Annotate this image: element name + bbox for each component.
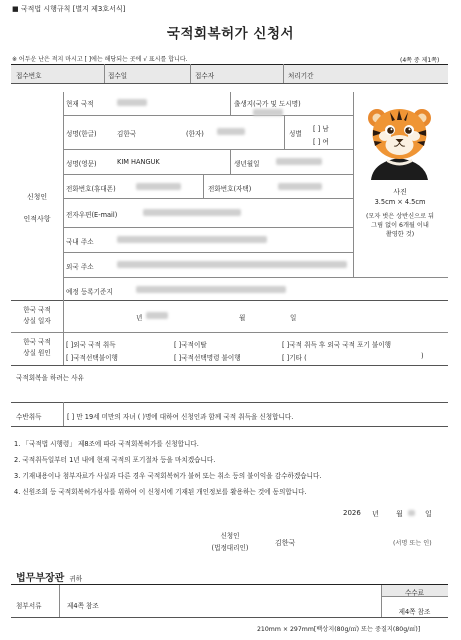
korean-name-label: 성명(한글): [66, 130, 97, 138]
loss-year-redacted[interactable]: [146, 312, 168, 319]
tiger-portrait-icon: [357, 96, 442, 180]
birthdate-label: 생년월일: [234, 160, 260, 168]
receiver-label: 접수자: [195, 72, 215, 80]
paper-spec: 210mm × 297mm[백상지(80g/㎡) 또는 중질지(80g/㎡)]: [257, 626, 421, 633]
page-indicator: (4쪽 중 제1쪽): [400, 57, 440, 64]
birthplace-label: 출생지(국가 및 도시명): [234, 100, 301, 108]
attachments-label: 첨부서류: [16, 602, 42, 610]
photo-caption-line1: (모자 벗은 상반신으로 뒤: [365, 213, 435, 220]
applicant-label-line1: 신청인: [26, 193, 48, 201]
birthdate-redacted[interactable]: [276, 158, 322, 165]
gender-female-checkbox[interactable]: [ ] 여: [313, 138, 329, 146]
loss-reason-label: [11, 337, 63, 359]
nationality-value-redacted[interactable]: [117, 99, 147, 106]
reason-foreign-acquisition-checkbox[interactable]: [ ]외국 국적 취득: [66, 341, 116, 349]
regulation-text: 국적법 시행규칙 [별지 제3호서식]: [20, 5, 126, 13]
statement-4: 4. 신원조회 등 국적회복허가심사를 위하여 이 신청서에 기재된 개인정보를 활용하는 것에 동의합니다.: [14, 488, 307, 496]
photo-size: 3.5cm × 4.5cm: [374, 198, 426, 206]
fee-label: 수수료: [404, 589, 425, 597]
receipt-number-label: 접수번호: [16, 72, 42, 80]
reason-nonselection-checkbox[interactable]: [ ]국적선택불이행: [66, 354, 118, 362]
sign-or-seal-note: (서명 또는 인): [393, 540, 432, 547]
applicant-signature-name[interactable]: 김한국: [275, 539, 296, 547]
receipt-date-label: 접수일: [108, 72, 128, 80]
reason-nonrenunciation-checkbox[interactable]: [ ]국적 취득 후 외국 국적 포기 불이행: [282, 341, 391, 349]
statement-2: 2. 국적취득일부터 1년 내에 현재 국적의 포기절차 등을 마치겠습니다.: [14, 456, 216, 464]
gender-label: 성별: [289, 130, 302, 138]
reason-renunciation-checkbox[interactable]: [ ]국적이탈: [174, 341, 207, 349]
email-label: 전자우편(E-mail): [66, 211, 118, 219]
square-bullet-icon: ■: [12, 5, 19, 13]
domestic-address-label: 국내 주소: [66, 238, 94, 246]
loss-date-label-line2: 상실 일자: [23, 317, 51, 325]
processing-period-label: 처리기간: [288, 72, 314, 80]
reason-selection-order-checkbox[interactable]: [ ]국적선택명령 불이행: [174, 354, 241, 362]
sign-year-value[interactable]: 2026: [343, 509, 361, 517]
domestic-address-redacted[interactable]: [117, 236, 267, 243]
photo-title: 사진: [393, 188, 407, 196]
recipient-name: 법무부장관: [16, 573, 65, 584]
hanja-name-redacted[interactable]: [217, 128, 245, 135]
loss-month-unit: 월: [239, 314, 246, 322]
loss-reason-label-line1: 한국 국적: [23, 338, 51, 346]
recipient: [16, 566, 82, 585]
attachments-value: 제4쪽 참조: [67, 602, 99, 610]
photo-caption-line2: 그림 없이 6개월 이내: [371, 222, 429, 229]
english-name-label: 성명(영문): [66, 160, 97, 168]
loss-date-label: [11, 305, 63, 327]
receipt-bar: [11, 64, 448, 83]
home-phone-redacted[interactable]: [278, 183, 322, 190]
email-redacted[interactable]: [143, 209, 241, 216]
sign-year-unit: 년: [372, 510, 379, 518]
form-regulation-caption: [12, 4, 125, 14]
sign-month-unit: 월: [396, 510, 403, 518]
foreign-address-label: 외국 주소: [66, 263, 94, 271]
reason-other-close: ): [421, 352, 424, 360]
applicant-photo: [357, 96, 442, 180]
legal-representative-label: (법정대리인): [211, 544, 249, 552]
loss-year-unit: 년: [136, 314, 143, 322]
english-name-value[interactable]: KIM HANGUK: [117, 158, 160, 166]
nationality-label: 현재 국적: [66, 100, 94, 108]
accompany-label: 수반취득: [16, 413, 42, 421]
photo-caption-line3: 촬영한 것): [385, 231, 415, 238]
accompany-statement[interactable]: [ ] 만 19세 미만의 자녀 ( )명에 대하여 신청인과 함께 국적 취득을 신청합니다.: [67, 413, 294, 421]
loss-date-label-line1: 한국 국적: [23, 306, 51, 314]
foreign-address-redacted[interactable]: [117, 261, 347, 268]
applicant-section-label: [11, 186, 63, 230]
statement-3: 3. 기재내용이나 첨부자료가 사실과 다른 경우 국적회복허가 불허 또는 취소 등의 불이익을 감수하겠습니다.: [14, 472, 322, 480]
planned-registry-redacted[interactable]: [136, 286, 286, 293]
mobile-phone-redacted[interactable]: [136, 183, 181, 190]
fee-value: 제4쪽 참조: [398, 608, 431, 616]
applicant-sign-label: 신청인: [220, 532, 240, 540]
birthplace-value-redacted[interactable]: [253, 109, 283, 116]
sign-day-redacted[interactable]: [408, 510, 415, 516]
recipient-suffix: 귀하: [69, 575, 83, 583]
hanja-name-label: (한자): [186, 130, 204, 138]
gender-male-checkbox[interactable]: [ ] 남: [313, 125, 329, 133]
form-title: 국적회복허가 신청서: [166, 26, 295, 42]
loss-reason-label-line2: 상실 원인: [23, 349, 51, 357]
applicant-label-line2: 인적사항: [23, 215, 51, 223]
form-instruction-note: ※ 어두운 난은 적지 마시고 [ ]에는 해당되는 곳에 √ 표시를 합니다.: [12, 56, 188, 63]
restoration-reason-label: 국적회복을 하려는 사유: [16, 374, 84, 382]
home-phone-label: 전화번호(자택): [208, 185, 252, 193]
sign-day-unit: 일: [425, 510, 432, 518]
korean-name-value[interactable]: 김한국: [117, 130, 137, 138]
loss-day-unit: 일: [290, 314, 297, 322]
planned-registry-label: 예정 등록기준지: [66, 288, 113, 296]
statement-1: 1. 「국적법 시행령」 제8조에 따라 국적회복허가를 신청합니다.: [14, 440, 199, 448]
mobile-phone-label: 전화번호(휴대폰): [66, 185, 116, 193]
reason-other-checkbox[interactable]: [ ]기타 (: [282, 354, 307, 362]
